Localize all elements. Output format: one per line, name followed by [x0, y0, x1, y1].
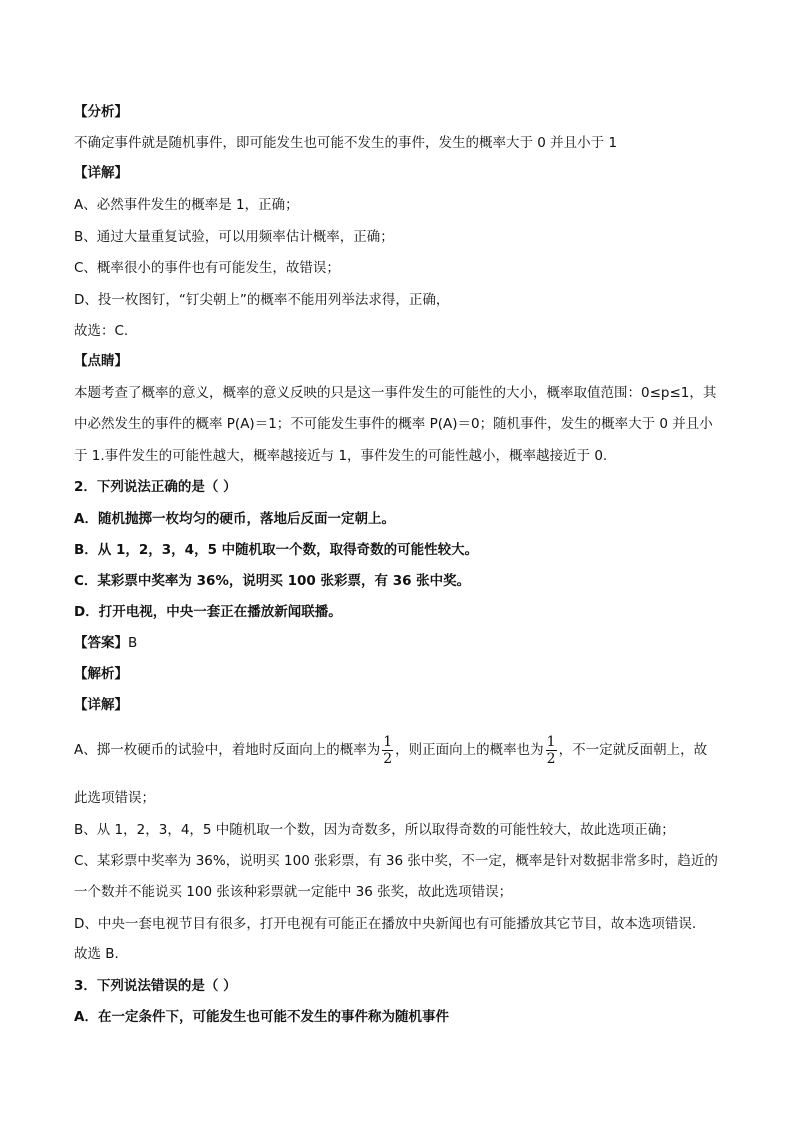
question-2-option-b: B．从 1，2，3，4，5 中随机取一个数，取得奇数的可能性较大。 [74, 542, 479, 558]
detail-a-part-2: ，则正面向上的概率也为 [395, 742, 544, 758]
detail-c-q1: C、概率很小的事件也有可能发生，故错误； [74, 260, 340, 276]
choice-q2: 故选 B. [74, 946, 119, 962]
fraction-one-half-2 [546, 734, 557, 767]
choice-q1: 故选：C. [74, 323, 129, 339]
answer-line [74, 633, 137, 653]
comment-line-3: 于 1.事件发生的可能性越大，概率越接近与 1，事件发生的可能性越小，概率越接近于 0. [74, 448, 608, 464]
detail-a-line-2: 此选项错误； [74, 790, 155, 806]
fraction-denominator: 2 [546, 750, 556, 767]
detail-heading-q1: 【详解】 [74, 165, 128, 181]
question-3-option-a: A．在一定条件下，可能发生也可能不发生的事件称为随机事件 [74, 1009, 449, 1025]
fraction-numerator: 1 [383, 733, 393, 750]
detail-d-q2: D、中央一套电视节目有很多，打开电视有可能正在播放中央新闻也有可能播放其它节目，故本选项错误. [74, 916, 697, 932]
analysis-heading: 【分析】 [74, 104, 128, 120]
analysis-text: 不确定事件就是随机事件，即可能发生也可能不发生的事件，发生的概率大于 0 并且小于 1 [74, 135, 618, 151]
answer-value: B [128, 635, 138, 651]
detail-a-q1: A、必然事件发生的概率是 1，正确； [74, 197, 299, 213]
detail-b-q1: B、通过大量重复试验，可以用频率估计概率，正确； [74, 229, 394, 245]
detail-a-part-3: ，不一定就反面朝上，故 [558, 742, 708, 758]
question-2-option-c: C．某彩票中奖率为 36%，说明买 100 张彩票，有 36 张中奖。 [74, 573, 471, 589]
question-2-option-d: D．打开电视，中央一套正在播放新闻联播。 [74, 604, 342, 620]
detail-heading-q2: 【详解】 [74, 697, 128, 713]
detail-a-part-1: A、掷一枚硬币的试验中，着地时反面向上的概率为 [74, 742, 381, 758]
question-3-stem: 3．下列说法错误的是（ ） [74, 978, 237, 994]
question-2-option-a: A．随机抛掷一枚均匀的硬币，落地后反面一定朝上。 [74, 511, 395, 527]
detail-b-q2: B、从 1，2，3，4，5 中随机取一个数，因为奇数多，所以取得奇数的可能性较大，故此选项正确； [74, 822, 675, 838]
answer-heading: 【答案】 [74, 635, 128, 651]
detail-d-q1: D、投一枚图钉，“钉尖朝上”的概率不能用列举法求得，正确， [74, 292, 450, 308]
fraction-denominator: 2 [383, 750, 393, 767]
comment-line-1: 本题考查了概率的意义，概率的意义反映的只是这一事件发生的可能性的大小，概率取值范围：0≤p≤1，其 [74, 385, 717, 401]
fraction-numerator: 1 [546, 733, 556, 750]
detail-c-q2-line-2: 一个数并不能说买 100 张该种彩票就一定能中 36 张奖，故此选项错误； [74, 884, 513, 900]
detail-c-q2-line-1: C、某彩票中奖率为 36%，说明买 100 张彩票，有 36 张中奖，不一定，概率是针对数据非常多时，趋近的 [74, 853, 718, 869]
comment-line-2: 中必然发生的事件的概率 P(A)＝1；不可能发生事件的概率 P(A)＝0；随机事件，发生的概率大于 0 并且小 [74, 416, 713, 432]
fraction-one-half-1 [382, 734, 393, 767]
comment-heading: 【点睛】 [74, 353, 128, 369]
detail-a-q2 [74, 733, 707, 767]
question-2-stem: 2．下列说法正确的是（ ） [74, 479, 237, 495]
explain-heading: 【解析】 [74, 666, 128, 682]
